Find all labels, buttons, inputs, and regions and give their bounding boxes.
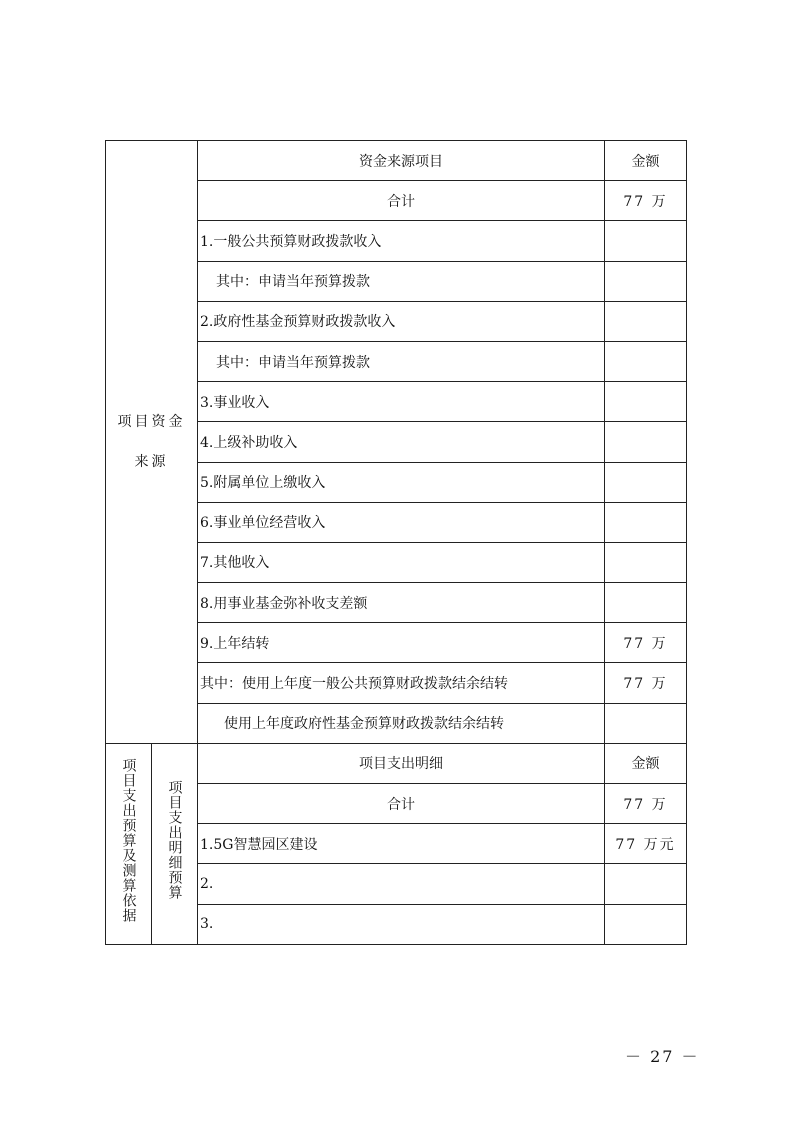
expense-inner-label-text: 项目支出明细预算 [166,779,183,900]
expense-outer-label-text: 项目支出预算及测算依据 [120,757,137,923]
source-row-amount: 77 万 [605,663,687,703]
expense-row-label: 2. [198,864,605,904]
source-item-header: 资金来源项目 [198,141,605,181]
source-row-amount [605,221,687,261]
source-row-label: 使用上年度政府性基金预算财政拨款结余结转 [198,703,605,743]
expense-total-amount: 77 万 [605,784,687,824]
expense-row-amount [605,864,687,904]
source-amount-header: 金额 [605,141,687,181]
expense-row-label: 1.5G智慧园区建设 [198,824,605,864]
source-row-label: 其中：申请当年预算拨款 [198,261,605,301]
source-row-label: 7.其他收入 [198,542,605,582]
source-row-amount [605,703,687,743]
expense-row-label: 3. [198,904,605,944]
source-row-amount [605,542,687,582]
source-row-amount [605,301,687,341]
expense-header-row [106,743,687,783]
page-number: － 27 － [625,1047,700,1066]
source-row-label: 6.事业单位经营收入 [198,502,605,542]
budget-table [105,140,687,945]
expense-item-header: 项目支出明细 [198,743,605,783]
expense-amount-header: 金额 [605,743,687,783]
source-row-label: 4.上级补助收入 [198,422,605,462]
source-row-label: 3.事业收入 [198,382,605,422]
source-row-label: 其中：申请当年预算拨款 [198,341,605,381]
source-total-amount: 77 万 [605,181,687,221]
source-total-label: 合计 [198,181,605,221]
source-row-amount [605,341,687,381]
source-row-amount [605,382,687,422]
source-row-label: 8.用事业基金弥补收支差额 [198,583,605,623]
expense-outer-label [106,743,152,944]
source-row-label: 5.附属单位上缴收入 [198,462,605,502]
source-section-label [106,141,198,744]
source-row-amount [605,462,687,502]
source-row-label: 其中：使用上年度一般公共预算财政拨款结余结转 [198,663,605,703]
source-row-amount [605,502,687,542]
source-row-amount [605,583,687,623]
expense-total-label: 合计 [198,784,605,824]
source-section-label-text: 项目资金来源 [117,413,186,470]
expense-row-amount: 77 万元 [605,824,687,864]
source-row-label: 2.政府性基金预算财政拨款收入 [198,301,605,341]
source-row-amount [605,422,687,462]
expense-inner-label [152,743,198,944]
source-row-label: 1.一般公共预算财政拨款收入 [198,221,605,261]
expense-row-amount [605,904,687,944]
source-header-row [106,141,687,181]
source-row-label: 9.上年结转 [198,623,605,663]
source-row-amount: 77 万 [605,623,687,663]
source-row-amount [605,261,687,301]
